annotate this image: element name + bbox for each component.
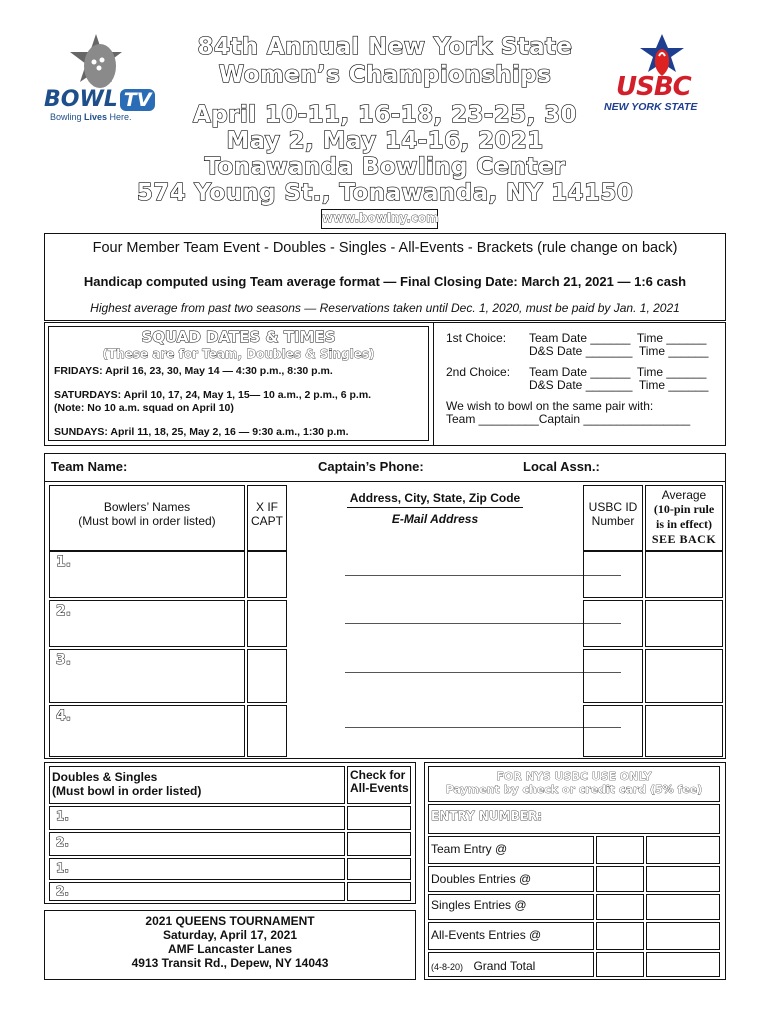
capt-header: X IF CAPT — [247, 485, 287, 551]
captain-phone-label[interactable]: Captain’s Phone: — [318, 459, 424, 474]
bowler-name-cell[interactable]: 1. — [49, 551, 245, 598]
usbc-id-cell[interactable] — [583, 600, 643, 647]
allevents-entries-count[interactable] — [596, 922, 644, 950]
squad-subtitle: (These are for Team, Doubles & Singles) — [102, 347, 375, 361]
grand-total-label: (4-8-20) Grand Total — [428, 952, 594, 977]
average-header: Average (10-pin rule is in effect) SEE BACK — [645, 485, 723, 551]
team-name-label[interactable]: Team Name: — [51, 459, 128, 474]
grand-total-count[interactable] — [596, 952, 644, 977]
choice2-team-field[interactable]: Team Date ______ Time ______ — [529, 365, 707, 379]
website-link[interactable]: www.bowlny.com — [321, 209, 438, 229]
captain-check-cell[interactable] — [247, 600, 287, 647]
average-cell[interactable] — [645, 600, 723, 647]
queens-venue: AMF Lancaster Lanes — [167, 942, 293, 956]
bowltv-tagline: Bowling Lives Here. — [50, 112, 132, 122]
bowltv-tv: TV — [120, 89, 156, 111]
allevents-entries-amount[interactable] — [646, 922, 720, 950]
captain-check-cell[interactable] — [247, 649, 287, 703]
allevents-check-cell[interactable] — [347, 806, 411, 830]
team-entry-count[interactable] — [596, 836, 644, 864]
team-entry-amount[interactable] — [646, 836, 720, 864]
squad-dates — [45, 323, 434, 445]
allevents-entries-label: All-Events Entries @ — [428, 922, 594, 950]
bowler-rows — [45, 551, 725, 758]
choice1-label: 1st Choice: — [446, 331, 507, 345]
choice1-team-field[interactable]: Team Date ______ Time ______ — [529, 331, 707, 345]
address-email-line[interactable] — [345, 623, 621, 624]
doubles-entries-amount[interactable] — [646, 866, 720, 892]
choice2-ds-field[interactable]: D&S Date _______ Time ______ — [529, 378, 709, 392]
average-cell[interactable] — [645, 705, 723, 757]
team-roster-table — [44, 453, 726, 759]
captain-check-cell[interactable] — [247, 551, 287, 598]
choice2-label: 2nd Choice: — [446, 365, 511, 379]
bowltv-brand: BOWL — [44, 87, 118, 112]
allevents-check-cell[interactable] — [347, 882, 411, 901]
events-line: Four Member Team Event - Doubles - Singles - All-Events - Brackets (rule change on back) — [92, 240, 678, 256]
queens-tournament-box — [44, 910, 416, 980]
doubles-header: Doubles & Singles (Must bowl in order listed) — [49, 766, 345, 804]
pair-request-label: We wish to bowl on the same pair with: — [446, 399, 654, 413]
title-line-2: Women’s Championships — [218, 62, 552, 88]
doubles-entries-count[interactable] — [596, 866, 644, 892]
names-header: Bowlers’ Names (Must bowl in order listed) — [49, 485, 245, 551]
squad-section — [44, 322, 726, 446]
average-cell[interactable] — [645, 649, 723, 703]
queens-date: Saturday, April 17, 2021 — [162, 928, 298, 942]
sundays-times: SUNDAYS: April 11, 18, 25, May 2, 16 — 9:30 a.m., 1:30 p.m. — [54, 426, 349, 438]
average-line: Highest average from past two seasons — Reservations taken until Dec. 1, 2020, must be paid by Jan. 1, 2021 — [90, 301, 680, 315]
choice1-ds-field[interactable]: D&S Date _______ Time ______ — [529, 344, 709, 358]
singles-name-cell[interactable]: 1. — [49, 858, 345, 880]
grand-total-amount[interactable] — [646, 952, 720, 977]
saturdays-times: SATURDAYS: April 10, 17, 24, May 1, 15— 10 a.m., 2 p.m., 6 p.m. — [54, 389, 372, 401]
doubles-singles-table — [44, 762, 416, 904]
doubles-entries-label: Doubles Entries @ — [428, 866, 594, 892]
squad-title: SQUAD DATES & TIMES — [141, 328, 336, 346]
singles-entries-count[interactable] — [596, 894, 644, 920]
doubles-name-cell[interactable]: 1. — [49, 806, 345, 830]
allevents-header: Check for All-Events — [347, 766, 411, 804]
local-assn-label[interactable]: Local Assn.: — [523, 459, 600, 474]
fridays-times: FRIDAYS: April 16, 23, 30, May 14 — 4:30 p.m., 8:30 p.m. — [54, 365, 333, 377]
usbc-id-cell[interactable] — [583, 705, 643, 757]
address-email-line[interactable] — [345, 575, 621, 576]
average-cell[interactable] — [645, 551, 723, 598]
bowler-name-cell[interactable]: 4. — [49, 705, 245, 757]
doubles-name-cell[interactable]: 2. — [49, 832, 345, 856]
queens-title: 2021 QUEENS TOURNAMENT — [145, 914, 315, 928]
address-email-line[interactable] — [345, 727, 621, 728]
form-code: (4-8-20) — [431, 962, 464, 972]
team-entry-label: Team Entry @ — [428, 836, 594, 864]
singles-entries-label: Singles Entries @ — [428, 894, 594, 920]
dates-line-2: May 2, May 14-16, 2021 — [226, 128, 544, 154]
usbc-brand: USBC — [616, 72, 691, 102]
captain-check-cell[interactable] — [247, 705, 287, 757]
allevents-check-cell[interactable] — [347, 832, 411, 856]
usbc-id-cell[interactable] — [583, 551, 643, 598]
usbc-sub: NEW YORK STATE — [604, 101, 698, 113]
address-header: Address, City, State, Zip Code E-Mail Address — [289, 485, 581, 551]
singles-name-cell[interactable]: 2. — [49, 882, 345, 901]
entry-number-field[interactable]: ENTRY NUMBER: — [428, 804, 720, 834]
venue-address: 574 Young St., Tonawanda, NY 14150 — [136, 180, 634, 206]
saturdays-note: (Note: No 10 a.m. squad on April 10) — [54, 402, 234, 414]
office-use-box — [424, 762, 726, 980]
pair-request-field[interactable]: Team _________Captain ________________ — [446, 412, 691, 426]
title-line-1: 84th Annual New York State — [197, 34, 573, 60]
usbc-id-header: USBC ID Number — [583, 485, 643, 551]
singles-entries-amount[interactable] — [646, 894, 720, 920]
bowler-name-cell[interactable]: 3. — [49, 649, 245, 703]
dates-line-1: April 10-11, 16-18, 23-25, 30 — [193, 102, 577, 128]
handicap-line: Handicap computed using Team average format — Final Closing Date: March 21, 2021 — 1:6 cash — [83, 274, 687, 289]
queens-address: 4913 Transit Rd., Depew, NY 14043 — [131, 956, 329, 970]
event-info-box — [44, 233, 726, 321]
address-email-line[interactable] — [345, 672, 621, 673]
venue-name: Tonawanda Bowling Center — [204, 154, 566, 180]
allevents-check-cell[interactable] — [347, 858, 411, 880]
office-use-header: FOR NYS USBC USE ONLY Payment by check or credit card (5% fee) — [428, 766, 720, 802]
usbc-id-cell[interactable] — [583, 649, 643, 703]
bowler-name-cell[interactable]: 2. — [49, 600, 245, 647]
